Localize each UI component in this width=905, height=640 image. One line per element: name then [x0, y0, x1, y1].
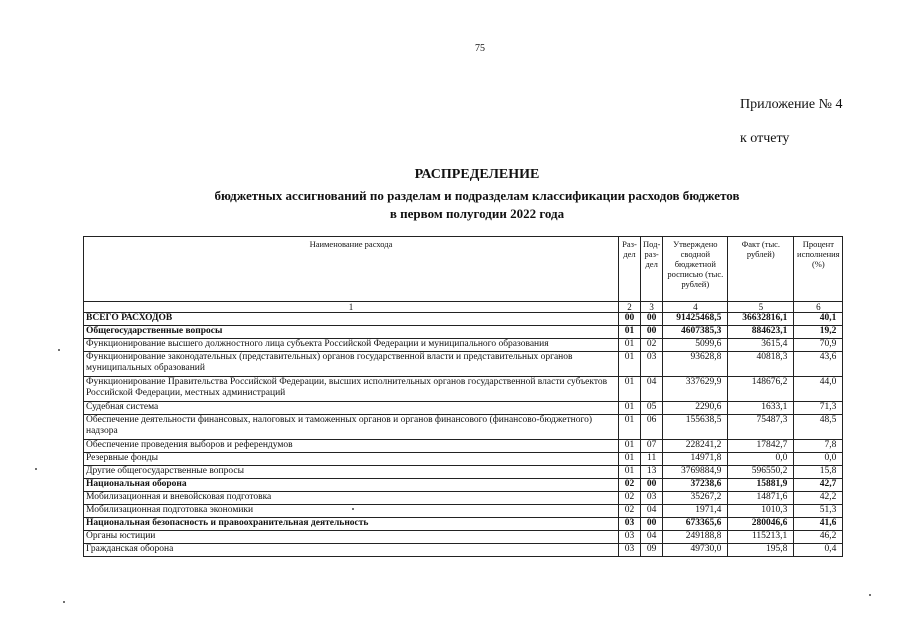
row-fact: 15881,9: [728, 479, 794, 492]
row-fact: 280046,6: [728, 518, 794, 531]
row-fact: 3615,4: [728, 339, 794, 352]
table-row: [84, 453, 843, 466]
row-section: 01: [619, 339, 641, 352]
row-section: 03: [619, 544, 641, 557]
row-section: 03: [619, 518, 641, 531]
row-name: Обеспечение проведения выборов и референдумов: [84, 440, 619, 453]
appendix-subtitle: к отчету: [740, 131, 790, 146]
row-subsection: 04: [641, 531, 663, 544]
row-fact: 75487,3: [728, 415, 794, 440]
row-percent: 40,1: [794, 313, 843, 326]
row-subsection: 00: [641, 518, 663, 531]
row-fact: 148676,2: [728, 377, 794, 402]
header-subsection: Под-раз-дел: [641, 237, 663, 302]
row-percent: 44,0: [794, 377, 843, 402]
row-percent: 71,3: [794, 402, 843, 415]
row-section: 02: [619, 479, 641, 492]
row-subsection: 11: [641, 453, 663, 466]
row-subsection: 09: [641, 544, 663, 557]
row-section: 01: [619, 402, 641, 415]
appendix-label: Приложение № 4: [740, 97, 843, 112]
row-approved: 4607385,3: [663, 326, 728, 339]
table-header-row: [84, 237, 843, 302]
row-fact: 115213,1: [728, 531, 794, 544]
row-fact: 17842,7: [728, 440, 794, 453]
row-section: 00: [619, 313, 641, 326]
table-row: [84, 518, 843, 531]
document-period: в первом полугодии 2022 года: [389, 206, 565, 221]
row-percent: 0,4: [794, 544, 843, 557]
row-approved: 91425468,5: [663, 313, 728, 326]
column-number: 3: [641, 302, 663, 313]
row-percent: 51,3: [794, 505, 843, 518]
row-approved: 49730,0: [663, 544, 728, 557]
row-percent: 0,0: [794, 453, 843, 466]
row-subsection: 00: [641, 313, 663, 326]
table-row: [84, 415, 843, 440]
row-section: 01: [619, 352, 641, 377]
row-approved: 14971,8: [663, 453, 728, 466]
header-section: Раз-дел: [619, 237, 641, 302]
table-row: [84, 352, 843, 377]
row-name: Гражданская оборона: [84, 544, 619, 557]
row-percent: 7,8: [794, 440, 843, 453]
row-name: Обеспечение деятельности финансовых, налоговых и таможенных органов и органов финансового (финансово-бюджетного) надзора: [84, 415, 619, 440]
table-row: [84, 339, 843, 352]
row-approved: 3769884,9: [663, 466, 728, 479]
row-subsection: 02: [641, 339, 663, 352]
row-fact: 40818,3: [728, 352, 794, 377]
row-name: Национальная безопасность и правоохранительная деятельность: [84, 518, 619, 531]
row-percent: 15,8: [794, 466, 843, 479]
row-fact: 596550,2: [728, 466, 794, 479]
page-number: 75: [475, 43, 485, 54]
document-title: РАСПРЕДЕЛЕНИЕ: [414, 167, 540, 182]
row-subsection: 00: [641, 326, 663, 339]
table-row: [84, 531, 843, 544]
row-subsection: 03: [641, 492, 663, 505]
row-approved: 249188,8: [663, 531, 728, 544]
column-number: 4: [663, 302, 728, 313]
row-section: 01: [619, 466, 641, 479]
row-name: Национальная оборона: [84, 479, 619, 492]
row-percent: 19,2: [794, 326, 843, 339]
row-name: Мобилизационная подготовка экономики: [84, 505, 619, 518]
row-subsection: 06: [641, 415, 663, 440]
header-fact: Факт (тыс. рублей): [728, 237, 794, 302]
row-section: 02: [619, 492, 641, 505]
column-number: 6: [794, 302, 843, 313]
row-percent: 42,7: [794, 479, 843, 492]
row-approved: 228241,2: [663, 440, 728, 453]
column-number: 1: [84, 302, 619, 313]
row-approved: 2290,6: [663, 402, 728, 415]
header-approved: Утверждено сводной бюджетной росписью (тыс. рублей): [663, 237, 728, 302]
row-subsection: 13: [641, 466, 663, 479]
row-subsection: 05: [641, 402, 663, 415]
row-percent: 48,5: [794, 415, 843, 440]
row-section: 01: [619, 377, 641, 402]
row-name: ВСЕГО РАСХОДОВ: [84, 313, 619, 326]
row-approved: 1971,4: [663, 505, 728, 518]
row-name: Органы юстиции: [84, 531, 619, 544]
row-subsection: 04: [641, 377, 663, 402]
row-percent: 46,2: [794, 531, 843, 544]
row-percent: 42,2: [794, 492, 843, 505]
row-subsection: 04: [641, 505, 663, 518]
row-approved: 37238,6: [663, 479, 728, 492]
row-percent: 70,9: [794, 339, 843, 352]
row-fact: 1010,3: [728, 505, 794, 518]
table-row: [84, 544, 843, 557]
column-number-row: [84, 302, 843, 313]
row-approved: 93628,8: [663, 352, 728, 377]
scan-speck: [35, 468, 37, 470]
row-name: Функционирование Правительства Российской Федерации, высших исполнительных органов государственной власти субъектов Российской Федерации, местных администраций: [84, 377, 619, 402]
table-row: [84, 326, 843, 339]
row-fact: 36632816,1: [728, 313, 794, 326]
scan-speck: [63, 601, 65, 603]
row-section: 01: [619, 440, 641, 453]
table-row: [84, 505, 843, 518]
column-number: 5: [728, 302, 794, 313]
scan-speck: [352, 508, 354, 510]
row-section: 03: [619, 531, 641, 544]
table-row: [84, 313, 843, 326]
row-fact: 14871,6: [728, 492, 794, 505]
row-name: Судебная система: [84, 402, 619, 415]
row-subsection: 07: [641, 440, 663, 453]
document-subtitle: бюджетных ассигнований по разделам и подразделам классификации расходов бюджетов: [214, 188, 740, 203]
row-subsection: 03: [641, 352, 663, 377]
row-name: Общегосударственные вопросы: [84, 326, 619, 339]
row-fact: 1633,1: [728, 402, 794, 415]
budget-table: [83, 236, 843, 557]
row-percent: 41,6: [794, 518, 843, 531]
row-section: 01: [619, 453, 641, 466]
row-approved: 155638,5: [663, 415, 728, 440]
row-section: 02: [619, 505, 641, 518]
table-row: [84, 466, 843, 479]
table-row: [84, 492, 843, 505]
row-fact: 0,0: [728, 453, 794, 466]
row-name: Функционирование высшего должностного лица субъекта Российской Федерации и муниципального образования: [84, 339, 619, 352]
row-approved: 673365,6: [663, 518, 728, 531]
column-number: 2: [619, 302, 641, 313]
scan-speck: [58, 349, 60, 351]
row-name: Функционирование законодательных (представительных) органов государственной власти и представительных органов муниципальных образований: [84, 352, 619, 377]
row-section: 01: [619, 415, 641, 440]
row-approved: 5099,6: [663, 339, 728, 352]
row-fact: 884623,1: [728, 326, 794, 339]
header-name: Наименование расхода: [84, 237, 619, 302]
row-subsection: 00: [641, 479, 663, 492]
table-row: [84, 402, 843, 415]
scan-speck: [869, 594, 871, 596]
table-row: [84, 440, 843, 453]
row-name: Другие общегосударственные вопросы: [84, 466, 619, 479]
row-percent: 43,6: [794, 352, 843, 377]
row-approved: 35267,2: [663, 492, 728, 505]
row-fact: 195,8: [728, 544, 794, 557]
table-row: [84, 479, 843, 492]
row-section: 01: [619, 326, 641, 339]
header-percent: Процент исполнения (%): [794, 237, 843, 302]
row-name: Мобилизационная и вневойсковая подготовка: [84, 492, 619, 505]
row-name: Резервные фонды: [84, 453, 619, 466]
table-row: [84, 377, 843, 402]
row-approved: 337629,9: [663, 377, 728, 402]
